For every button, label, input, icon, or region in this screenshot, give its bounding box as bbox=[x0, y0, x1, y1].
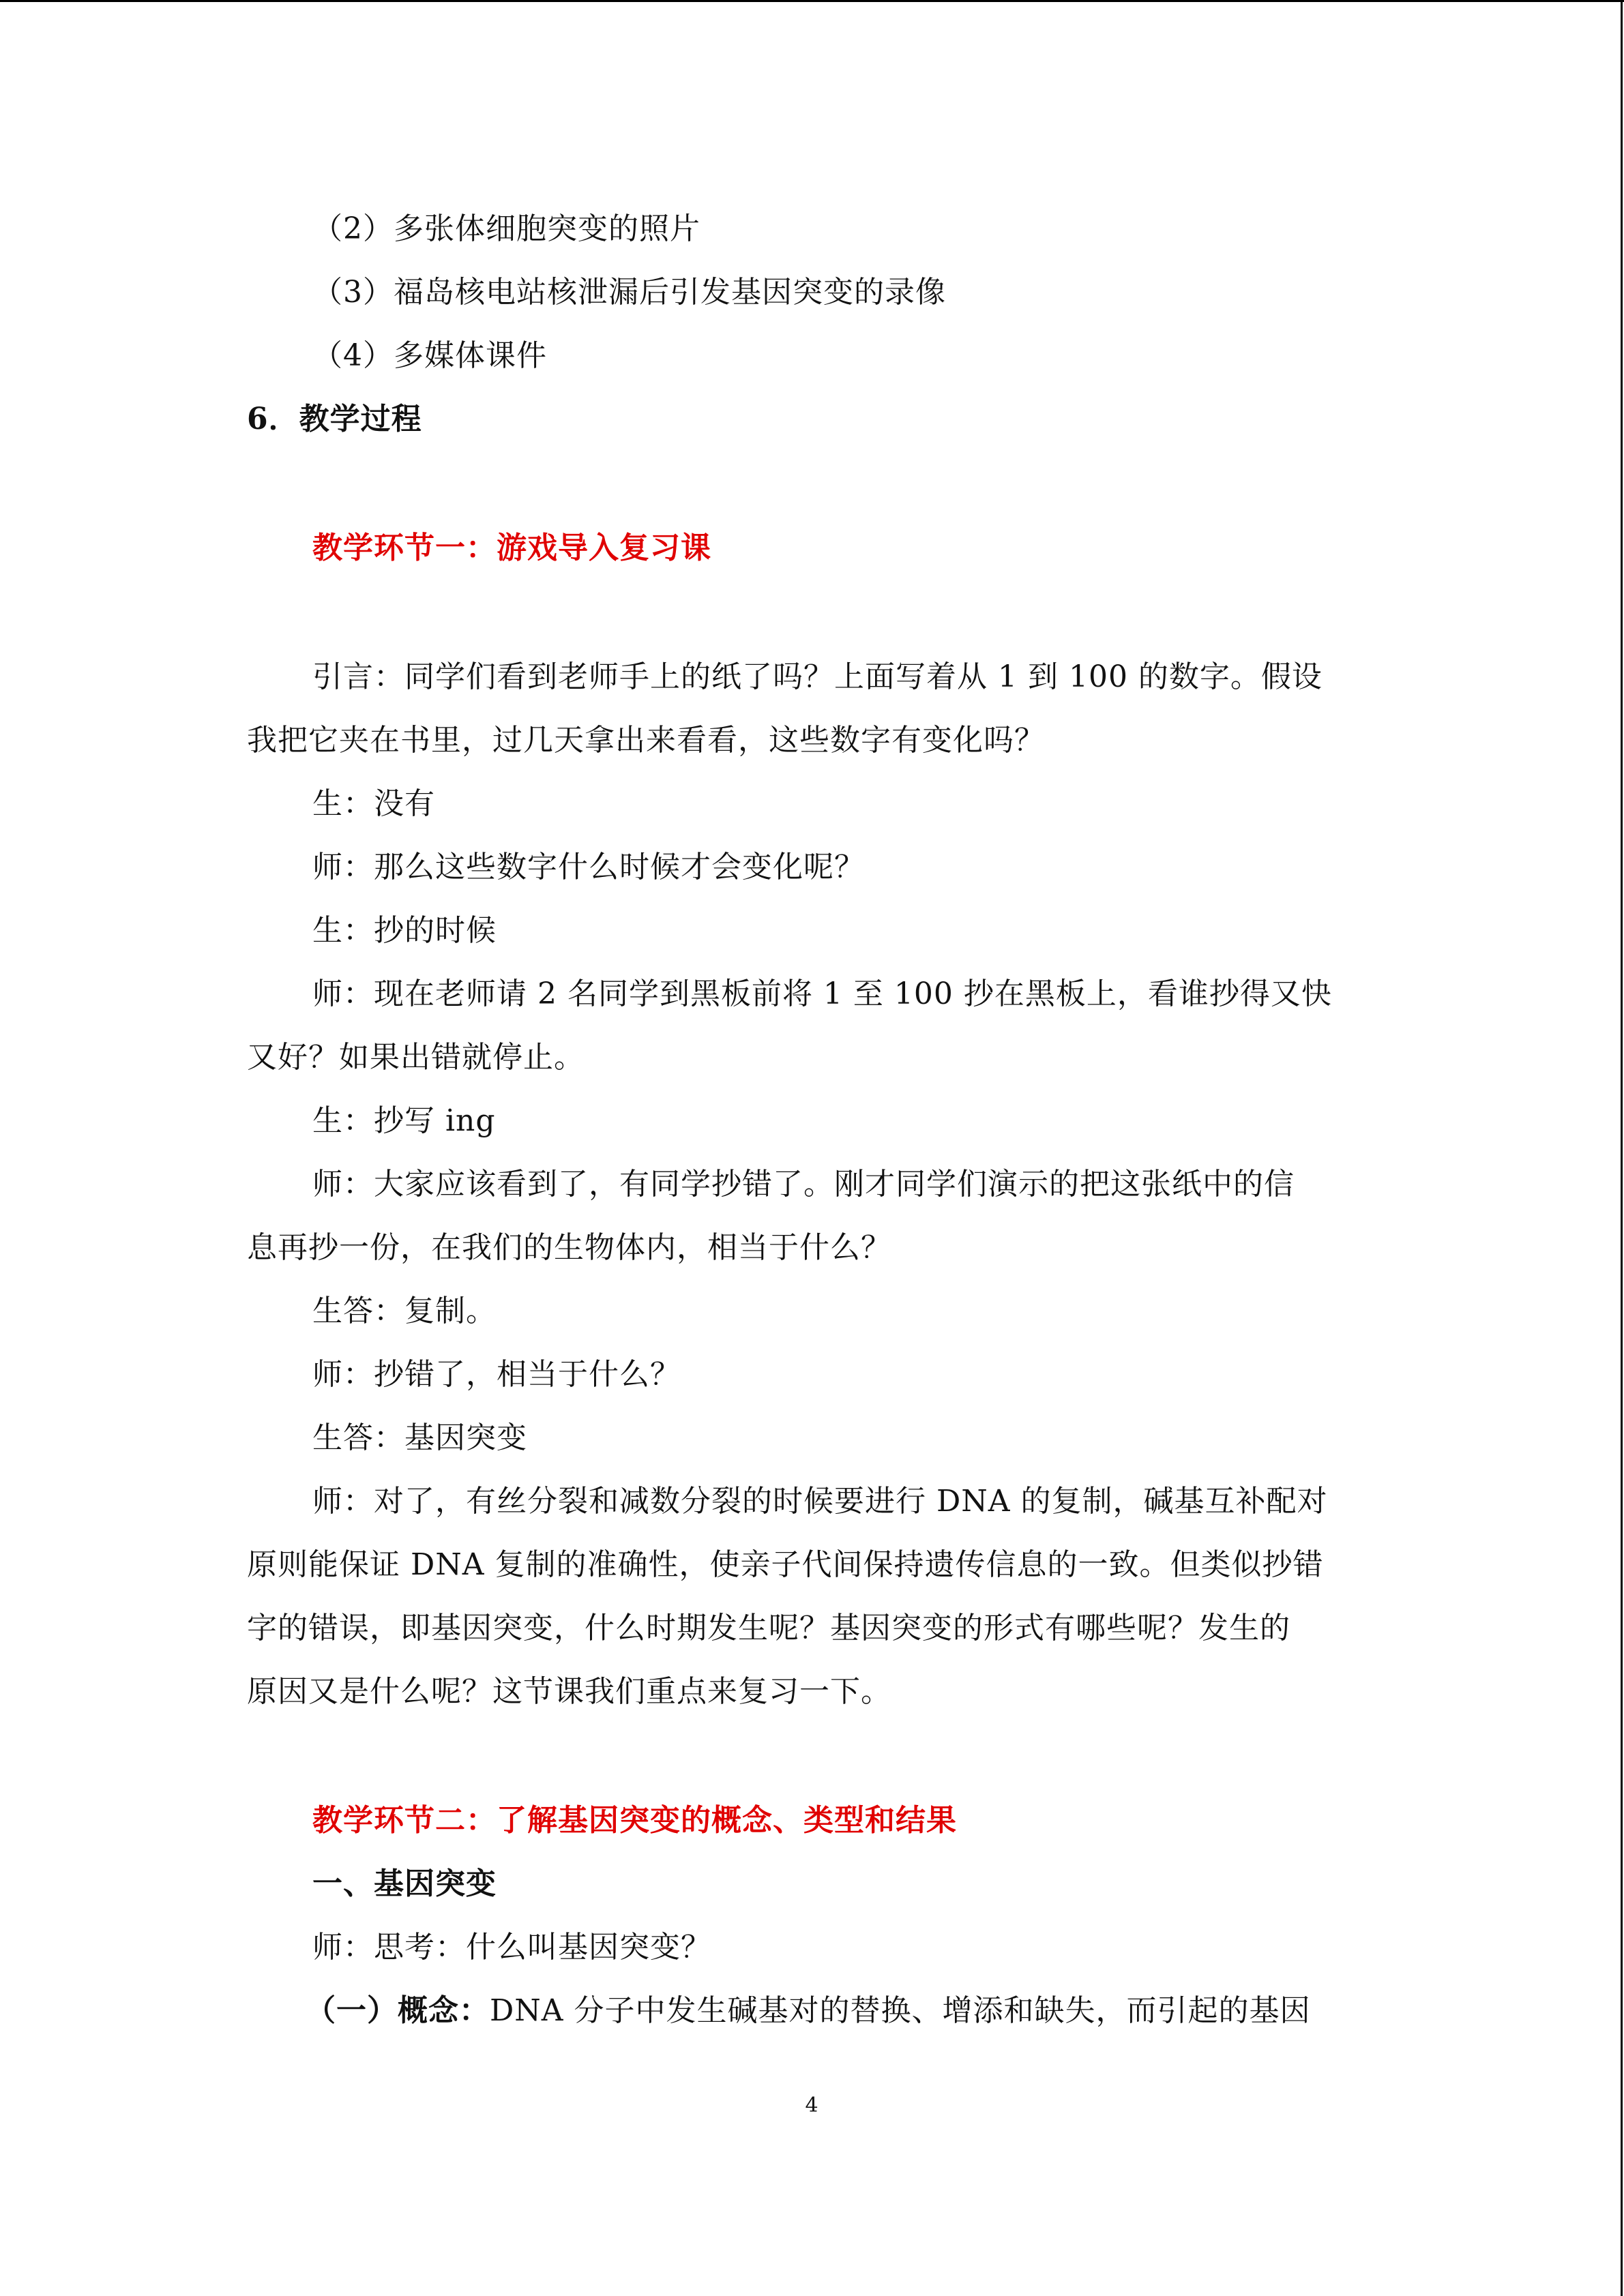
dialogue-line: 师：大家应该看到了，有同学抄错了。刚才同学们演示的把这张纸中的信 bbox=[312, 1167, 1295, 1202]
dialogue-line: 师：那么这些数字什么时候才会变化呢？ bbox=[312, 850, 865, 884]
concept-label: （一）概念： bbox=[306, 1993, 490, 2028]
dialogue-line: 又好？如果出错就停止。 bbox=[247, 1040, 585, 1075]
dialogue-line: 原因又是什么呢？这节课我们重点来复习一下。 bbox=[247, 1674, 891, 1709]
material-item-2: （2）多张体细胞突变的照片 bbox=[312, 211, 700, 246]
stage2-title: 教学环节二：了解基因突变的概念、类型和结果 bbox=[312, 1803, 957, 1838]
dialogue-line: 生答：复制。 bbox=[312, 1294, 497, 1328]
dialogue-line: 字的错误，即基因突变，什么时期发生呢？基因突变的形式有哪些呢？发生的 bbox=[247, 1611, 1290, 1645]
dialogue-line: 师：抄错了，相当于什么？ bbox=[312, 1357, 681, 1392]
right-border-rule bbox=[1621, 0, 1623, 2296]
dialogue-line: 息再抄一份，在我们的生物体内，相当于什么？ bbox=[247, 1230, 891, 1265]
dialogue-line: 师：对了，有丝分裂和减数分裂的时候要进行 DNA 的复制，碱基互补配对 bbox=[312, 1484, 1328, 1519]
dialogue-line: 生：抄的时候 bbox=[312, 913, 497, 948]
dialogue-line: 师：现在老师请 2 名同学到黑板前将 1 至 100 抄在黑板上，看谁抄得又快 bbox=[312, 976, 1332, 1011]
top-border-rule bbox=[0, 0, 1624, 2]
material-item-3: （3）福岛核电站核泄漏后引发基因突变的录像 bbox=[312, 275, 946, 310]
dialogue-line: 生：没有 bbox=[312, 786, 435, 821]
intro-line-1: 引言：同学们看到老师手上的纸了吗？上面写着从 1 到 100 的数字。假设 bbox=[312, 659, 1323, 694]
gene-mutation-heading: 一、基因突变 bbox=[312, 1866, 497, 1901]
page-number: 4 bbox=[805, 2093, 818, 2117]
concept-text: DNA 分子中发生碱基对的替换、增添和缺失，而引起的基因 bbox=[490, 1993, 1311, 2028]
stage1-title: 教学环节一：游戏导入复习课 bbox=[312, 531, 711, 565]
dialogue-line: 生答：基因突变 bbox=[312, 1420, 527, 1455]
dialogue-line: 生：抄写 ing bbox=[312, 1103, 496, 1138]
concept-line bbox=[306, 1991, 1311, 2031]
dialogue-line: 原则能保证 DNA 复制的准确性，使亲子代间保持遗传信息的一致。但类似抄错 bbox=[247, 1547, 1324, 1582]
material-item-4: （4）多媒体课件 bbox=[312, 338, 547, 373]
intro-line-2: 我把它夹在书里，过几天拿出来看看，这些数字有变化吗？ bbox=[247, 723, 1045, 758]
teacher-question: 师：思考：什么叫基因突变？ bbox=[312, 1930, 711, 1965]
section-heading: 6．教学过程 bbox=[247, 402, 422, 436]
